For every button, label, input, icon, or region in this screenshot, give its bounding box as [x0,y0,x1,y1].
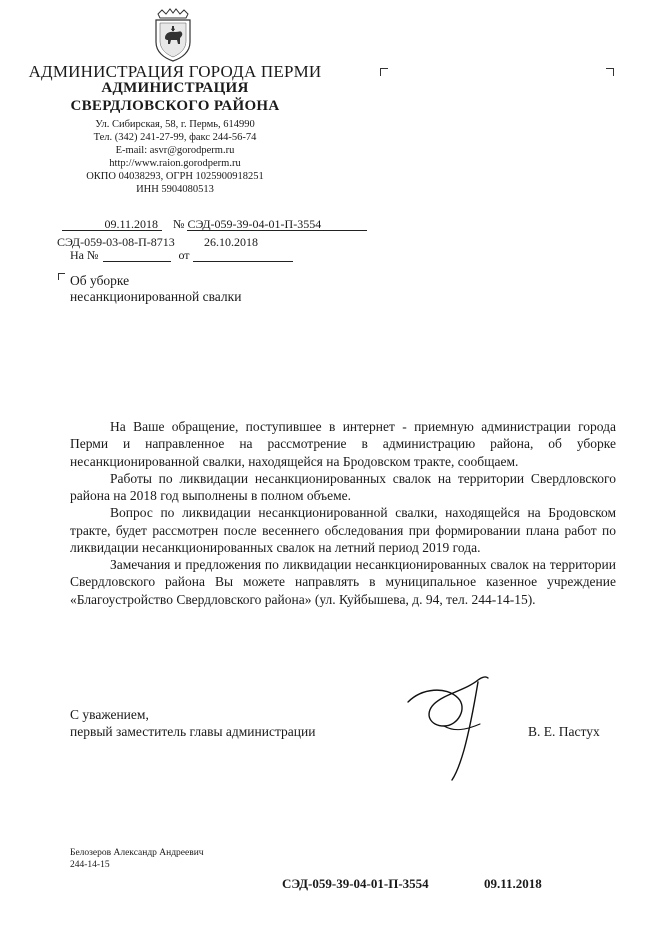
outgoing-number: СЭД-059-39-04-01-П-3554 [187,218,367,231]
document-stamp-number: СЭД-059-39-04-01-П-3554 [282,876,429,891]
administration-title: АДМИНИСТРАЦИЯ [101,80,249,96]
subject-line-1: Об уборке [70,273,130,288]
city-crest-icon [152,8,194,62]
reference-number-blank [103,249,171,262]
body-paragraph-2: Работы по ликвидации несанкционированных свалок на территории Свердловского района на 2018 год выполнены в полном объеме. [70,470,616,504]
registry-codes: ОКПО 04038293, ОГРН 1025900918251 [86,171,264,182]
incoming-date: 26.10.2018 [204,235,258,249]
email: E-mail: asvr@gorodperm.ru [115,145,235,156]
closing-regards: С уважением, [70,707,149,722]
letter-body [70,418,616,608]
outgoing-date: 09.11.2018 [62,218,162,231]
reference-number-label: На № [70,248,99,262]
number-sign: № [173,217,185,231]
district-title: СВЕРДЛОВСКОГО РАЙОНА [70,98,280,114]
addressee-corner-left [380,68,388,76]
handwritten-signature [400,672,500,784]
city-administration-title: АДМИНИСТРАЦИЯ ГОРОДА ПЕРМИ [28,62,322,81]
executor-name: Белозеров Александр Андреевич [70,848,204,858]
document-stamp-date: 09.11.2018 [484,876,542,891]
signer-name: В. Е. Пастух [528,724,600,739]
subject-corner [58,273,65,280]
body-paragraph-4: Замечания и предложения по ликвидации несанкционированных свалок на территории Свердловского района Вы можете направлять в муниципальное казенное учреждение «Благоустройство Свердловского района» (ул. Куйбышева, д. 94, тел. 244-14-15). [70,557,616,607]
incoming-number: СЭД-059-03-08-П-8713 [57,235,175,249]
body-paragraph-3: Вопрос по ликвидации несанкционированной свалки, находящейся на Бродовском тракте, будет рассмотрен после весеннего обследования при формировании плана работ по ликвидации несанкционированных свалок на летний период 2019 года. [70,505,616,555]
reference-date-blank [193,249,293,262]
reference-line [70,249,293,262]
addressee-corner-right [606,68,614,76]
website: http://www.raion.gorodperm.ru [109,158,241,169]
address: Ул. Сибирская, 58, г. Пермь, 614990 [95,119,255,130]
body-paragraph-1: На Ваше обращение, поступившее в интернет - приемную администрации города Перми и направленное на рассмотрение в администрацию района, об уборке несанкционированной свалки, находящейся на Бродовском тракте, сообщаем. [70,419,616,469]
reference-from-label: от [178,248,190,262]
subject [70,273,241,305]
inn: ИНН 5904080513 [136,184,214,195]
phone-fax: Тел. (342) 241-27-99, факс 244-56-74 [93,132,257,143]
executor-phone: 244-14-15 [70,860,110,870]
outgoing-registration [62,218,367,231]
subject-line-2: несанкционированной свалки [70,289,242,305]
signer-position: первый заместитель главы администрации [70,724,316,739]
